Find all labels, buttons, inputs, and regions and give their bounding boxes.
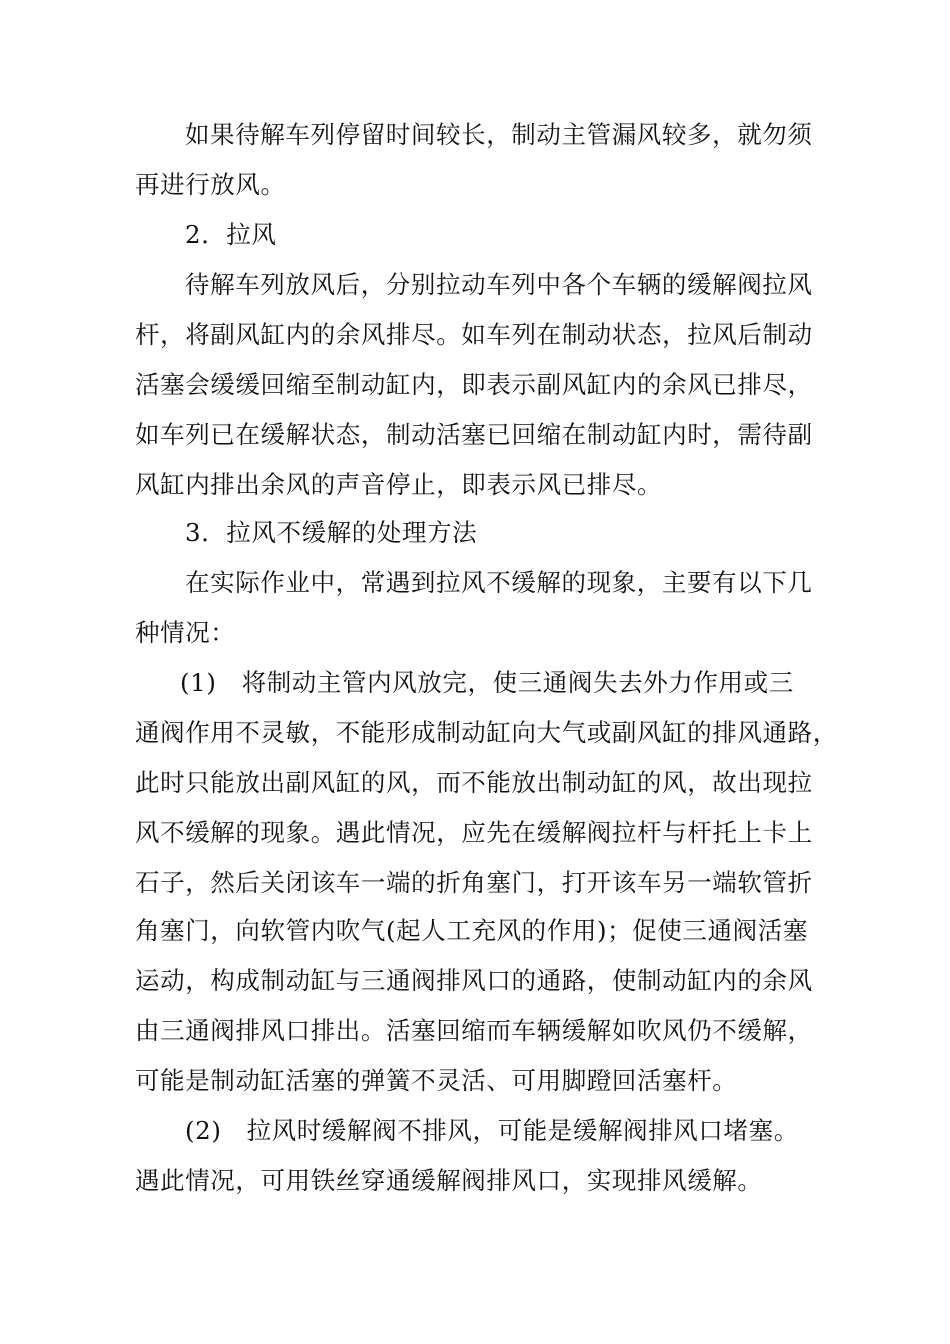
section-heading: 3．拉风不缓解的处理方法 — [185, 518, 478, 547]
paragraph-line: 活塞会缓缓回缩至制动缸内，即表示副风缸内的余风已排尽， — [135, 370, 813, 399]
paragraph-line: 如果待解车列停留时间较长，制动主管漏风较多，就勿须 — [185, 120, 813, 149]
paragraph-line: 杆，将副风缸内的余风排尽。如车列在制动状态，拉风后制动 — [135, 320, 813, 349]
list-item-line: 由三通阀排风口排出。活塞回缩而车辆缓解如吹风仍不缓解， — [135, 1016, 813, 1045]
list-item-line: 遇此情况，可用铁丝穿通缓解阀排风口，实现排风缓解。 — [135, 1166, 763, 1195]
list-item-line: 角塞门，向软管内吹气(起人工充风的作用)；促使三通阀活塞 — [135, 916, 808, 945]
list-item-line: (1) 将制动主管内风放完，使三通阀失去外力作用或三 — [180, 668, 794, 697]
list-item-line: 运动，构成制动缸与三通阀排风口的通路，使制动缸内的余风 — [135, 966, 813, 995]
list-item-line: 此时只能放出副风缸的风，而不能放出制动缸的风，故出现拉 — [135, 768, 813, 797]
list-item-line: 通阀作用不灵敏，不能形成制动缸向大气或副风缸的排风通路， — [135, 718, 838, 747]
list-item-line: 可能是制动缸活塞的弹簧不灵活、可用脚蹬回活塞杆。 — [135, 1066, 738, 1095]
paragraph-line: 种情况： — [135, 618, 236, 647]
paragraph-line: 待解车列放风后，分别拉动车列中各个车辆的缓解阀拉风 — [185, 270, 813, 299]
list-item-line: (2) 拉风时缓解阀不排风，可能是缓解阀排风口堵塞。 — [185, 1116, 799, 1145]
paragraph-line: 如车列已在缓解状态，制动活塞已回缩在制动缸内时，需待副 — [135, 420, 813, 449]
paragraph-line: 再进行放风。 — [135, 170, 286, 199]
section-heading: 2．拉风 — [185, 220, 277, 249]
list-item-line: 石子，然后关闭该车一端的折角塞门，打开该车另一端软管折 — [135, 868, 813, 897]
paragraph-line: 在实际作业中，常遇到拉风不缓解的现象，主要有以下几 — [185, 568, 813, 597]
paragraph-line: 风缸内排出余风的声音停止，即表示风已排尽。 — [135, 470, 663, 499]
list-item-line: 风不缓解的现象。遇此情况，应先在缓解阀拉杆与杆托上卡上 — [135, 818, 813, 847]
